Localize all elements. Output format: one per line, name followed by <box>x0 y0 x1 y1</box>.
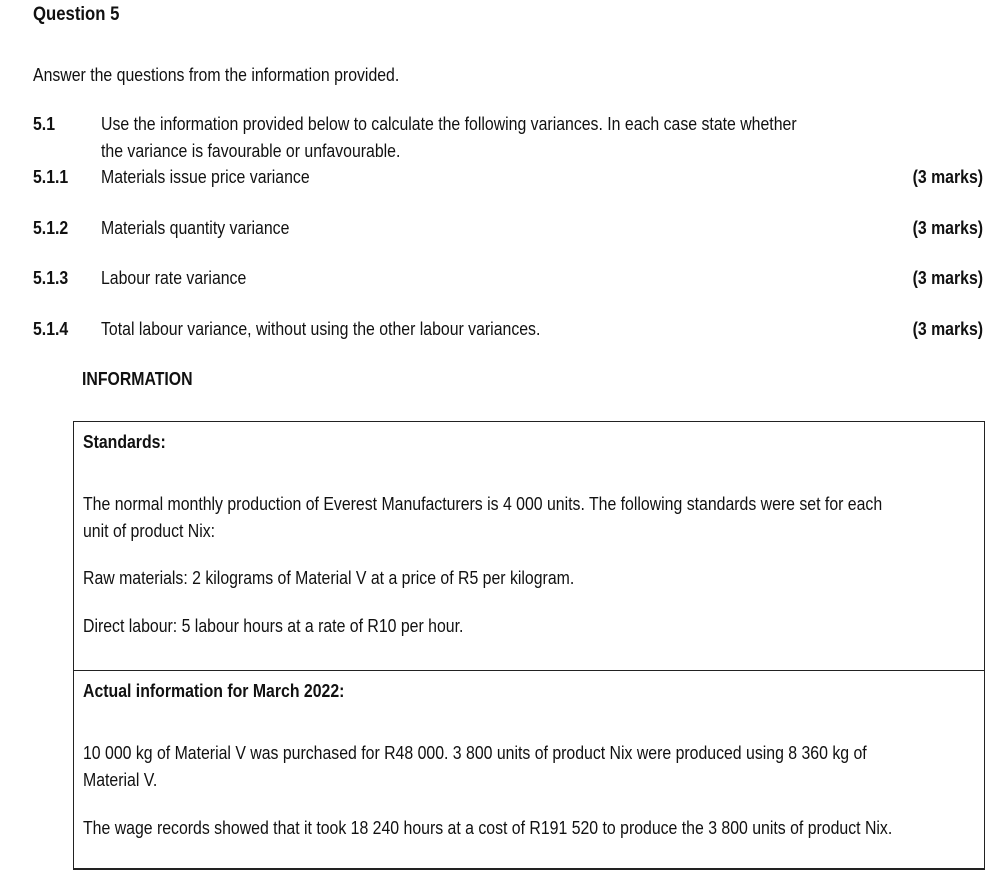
subquestion-marks: (3 marks) <box>912 319 983 339</box>
subquestion-marks: (3 marks) <box>912 218 983 238</box>
wage-records-text: The wage records showed that it took 18 240 hours at a cost of R191 520 to produce the 3 800 units of product Nix. <box>83 818 893 838</box>
subquestion-number: 5.1.1 <box>33 167 69 187</box>
intro-text: Answer the questions from the information provided. <box>33 65 400 85</box>
section-text-line-1: Use the information provided below to calculate the following variances. In each case state whether <box>101 114 797 134</box>
actual-heading: Actual information for March 2022: <box>83 681 345 701</box>
table-divider <box>74 670 984 671</box>
actual-paragraph-line-1: 10 000 kg of Material V was purchased for R48 000. 3 800 units of product Nix were produced using 8 360 kg of <box>83 743 867 763</box>
subquestion-marks: (3 marks) <box>912 167 983 187</box>
subquestion-text: Total labour variance, without using the other labour variances. <box>101 319 541 339</box>
section-text-line-2: the variance is favourable or unfavourable. <box>101 141 401 161</box>
subquestion-number: 5.1.3 <box>33 268 69 288</box>
standards-heading: Standards: <box>83 432 166 452</box>
information-heading: INFORMATION <box>82 369 193 389</box>
subquestion-text: Materials issue price variance <box>101 167 310 187</box>
subquestion-marks: (3 marks) <box>912 268 983 288</box>
information-table <box>73 421 985 870</box>
standards-paragraph-line-1: The normal monthly production of Everest Manufacturers is 4 000 units. The following standards were set for each <box>83 494 883 514</box>
subquestion-text: Labour rate variance <box>101 268 247 288</box>
raw-materials-standard: Raw materials: 2 kilograms of Material V at a price of R5 per kilogram. <box>83 568 575 588</box>
section-number: 5.1 <box>33 114 56 134</box>
actual-paragraph-line-2: Material V. <box>83 770 158 790</box>
direct-labour-standard: Direct labour: 5 labour hours at a rate of R10 per hour. <box>83 616 464 636</box>
subquestion-number: 5.1.2 <box>33 218 69 238</box>
subquestion-number: 5.1.4 <box>33 319 69 339</box>
question-title: Question 5 <box>33 4 120 25</box>
subquestion-text: Materials quantity variance <box>101 218 290 238</box>
standards-paragraph-line-2: unit of product Nix: <box>83 521 216 541</box>
